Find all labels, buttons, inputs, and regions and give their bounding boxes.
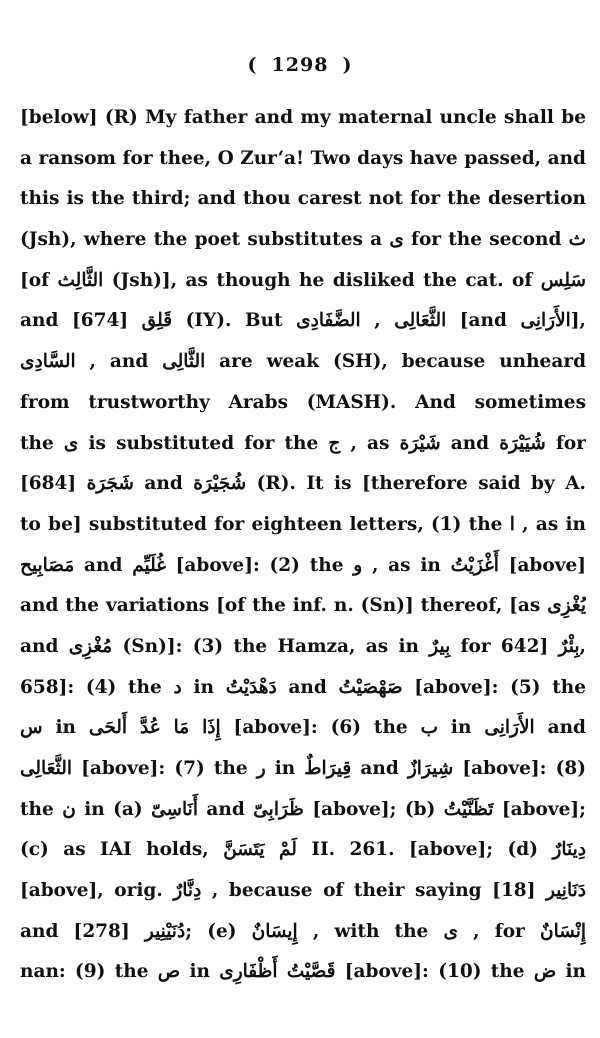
text-line: this is the third; and thou carest not for the desertion bbox=[20, 188, 586, 210]
page-number-value: 1298 bbox=[271, 54, 329, 76]
text-line: and مُغْزِى (Sn)]: (3) the Hamza, as in بِيرٌ for بِئْرٌ [642, bbox=[20, 635, 586, 657]
text-line: الثَّعَالِى [above]: (7) the ر in قِيرَاطٌ and شِيرَازٌ [above]: (8) bbox=[20, 758, 586, 779]
text-line: from trustworthy Arabs (MASH). And sometimes bbox=[20, 391, 586, 413]
text-line: مَصَابِيح and غُلَيِّم [above]: (2) the و , as in أَغْزَيْتُ [above] bbox=[20, 554, 586, 576]
text-line: س in إِذَا مَا عُدَّ أَلحَى [above]: (6) the ب in الأَرَانِى and bbox=[20, 717, 586, 739]
text-line: [of الثَّالِث (Jsh)], as though he disliked the cat. of سَلِس bbox=[20, 269, 586, 291]
text-line: a ransom for thee, O Zur‘a! Two days have passed, and bbox=[20, 147, 586, 169]
text-line: (c) as IAI holds, لَمْ يَتَسَنَّ II. 261. [above]; (d) دِينَارٌ bbox=[20, 839, 586, 861]
text-line: and قَلِق [674] (IY). But الثَّعَالِى , الضَّفَادِى [and الأَرَانِى], bbox=[20, 310, 586, 332]
text-line: the ى is substituted for the ج , as شَيْرَة and شُيَيْرَة for bbox=[20, 432, 586, 454]
text-line: to be] substituted for eighteen letters, (1) the ا , as in bbox=[20, 513, 586, 535]
text-line: nan: (9) the ص in قَصَّيْتُ أَظْفَارِى [above]: (10) the ض in bbox=[20, 961, 586, 983]
open-paren: ( bbox=[247, 54, 258, 76]
body-text bbox=[20, 98, 586, 993]
text-line: the ن in (a) أَنَاسِىّ and ظَرَابِىّ [above]; (b) تَظَنَّيْتُ [above]; bbox=[20, 798, 586, 820]
text-line: السَّادِى , and الثَّالِى are weak (SH), because unheard bbox=[20, 351, 586, 373]
text-line: شَجَرَة [684] and شُجَيْرَة (R). It is [therefore said by A. bbox=[20, 473, 586, 495]
text-line: [below] (R) My father and my maternal uncle shall be bbox=[20, 107, 586, 128]
close-paren: ) bbox=[342, 54, 353, 76]
text-line: and دُنَيْنِير [278]; (e) إِيسَانٌ , with the ى , for إِنْسَانٌ bbox=[20, 920, 586, 942]
text-line: and the variations [of the inf. n. (Sn)] thereof, [as يُغْزِى bbox=[20, 595, 586, 617]
text-line: 658]: (4) the د in دَهْدَيْتُ and صَهْصَيْتُ [above]: (5) the bbox=[20, 676, 586, 698]
page-number bbox=[0, 54, 600, 76]
text-line: [above], orig. دِنَّارٌ , because of their saying دَنَانِير [18] bbox=[20, 880, 586, 902]
text-line: (Jsh), where the poet substitutes a ى for the second ث bbox=[20, 229, 586, 251]
